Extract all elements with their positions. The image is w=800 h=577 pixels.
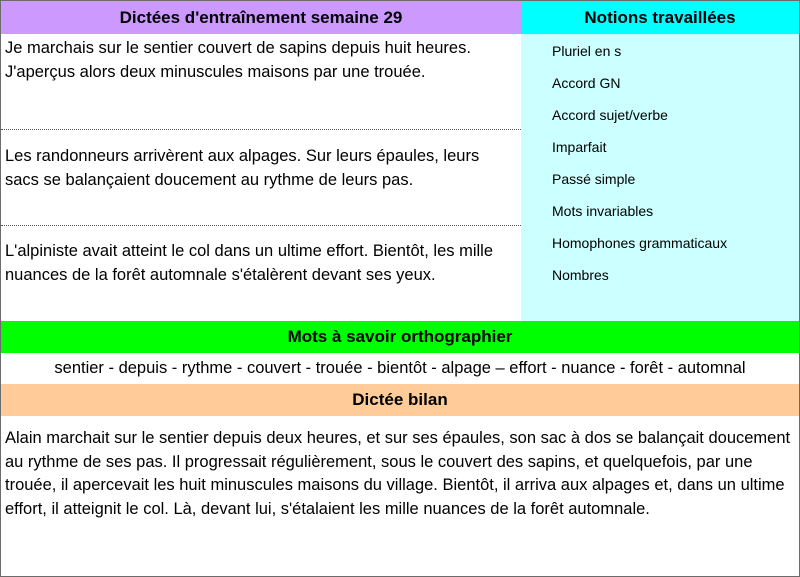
notion-item: Mots invariables (552, 203, 654, 219)
notion-item: Nombres (552, 267, 609, 283)
dictees-column (1, 34, 521, 321)
dictee-3: L'alpiniste avait atteint le col dans un ultime effort. Bientôt, les mille nuances de la forêt automnale s'étalèrent devant ses yeux. (5, 242, 494, 284)
notion-item: Passé simple (552, 171, 636, 187)
notion-item: Pluriel en s (552, 43, 622, 59)
notions-header: Notions travaillées (521, 1, 799, 34)
mots-title: Mots à savoir orthographier (1, 321, 799, 353)
notion-item: Imparfait (552, 139, 607, 155)
dictees-header: Dictées d'entraînement semaine 29 (1, 1, 521, 34)
notions-list (521, 34, 799, 321)
notion-item: Accord GN (552, 75, 621, 91)
bilan-text: Alain marchait sur le sentier depuis deux heures, et sur ses épaules, son sac à dos se balançait doucement au rythme de ses pas. Il progressait régulièrement, sous le couvert des sapins, et quelquefois, par une trouée, il apercevait les huit minuscules maisons du village. Bientôt, il arriva aux alpages et, dans un ultime effort, il atteignit le col. Là, devant lui, s'étalaient les mille nuances de la forêt automnale. (5, 429, 791, 518)
notion-item: Accord sujet/verbe (552, 107, 668, 123)
mots-list: sentier - depuis - rythme - couvert - trouée - bientôt - alpage – effort - nuance - forêt - automnal (54, 359, 746, 377)
dictee-2: Les randonneurs arrivèrent aux alpages. Sur leurs épaules, leurs sacs se balançaient doucement au rythme de leurs pas. (1, 130, 521, 226)
notion-item: Homophones grammaticaux (552, 235, 728, 251)
dictee-1: Je marchais sur le sentier couvert de sapins depuis huit heures. J'aperçus alors deux minuscules maisons par une trouée. (1, 34, 521, 130)
bilan-title: Dictée bilan (1, 384, 799, 416)
